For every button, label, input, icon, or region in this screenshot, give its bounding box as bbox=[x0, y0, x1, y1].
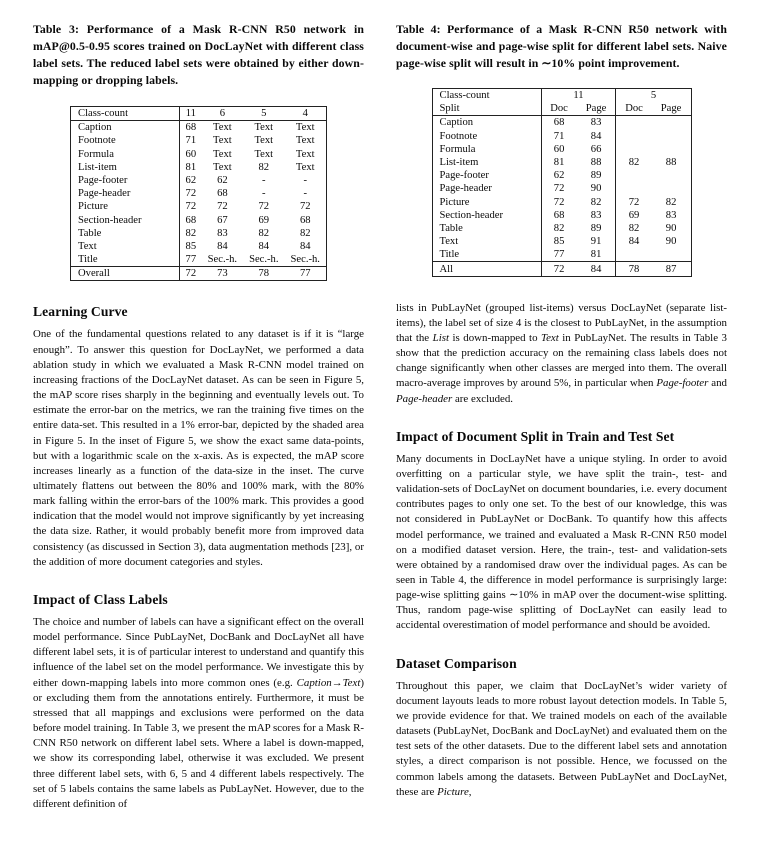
paragraph-dataset-comparison bbox=[396, 679, 727, 800]
text-run: Throughout this paper, we claim that DocLayNet’s wider variety of document layouts leads to more robust layout detection models. In Table 5, we provide evidence for that. We trained models on each of the available datasets (PubLayNet, DocBank and DocLayNet) and evaluated them on the test sets of the other datasets. Due to the different label sets and annotation styles, a direct comparison is not possible. Hence, we focussed on the common labels among the datasets. Between PubLayNet and DocLayNet, these are bbox=[396, 679, 727, 798]
table-row bbox=[432, 248, 691, 262]
text-run: → bbox=[331, 676, 343, 689]
left-column bbox=[33, 21, 364, 812]
table-cell: Text bbox=[254, 148, 274, 160]
table-cell: Text bbox=[295, 122, 315, 134]
table3-wrapper bbox=[33, 106, 364, 281]
table-cell: 90 bbox=[665, 236, 677, 248]
table-cell: 72 bbox=[541, 182, 577, 195]
table-header-cell: Split bbox=[439, 103, 460, 115]
text-run: and bbox=[708, 377, 727, 390]
table-row bbox=[432, 116, 691, 130]
table-header-cell: Doc bbox=[541, 102, 577, 116]
table-cell: 82 bbox=[180, 227, 202, 240]
table-row bbox=[71, 121, 327, 135]
text-run: One of the fundamental questions related to any dataset is if it is “large enough”. To answer this question for DocLayNet, we performed a data ablation study in which we evaluated a Mask R-CNN model trained on increasing fractions of the DocLayNet dataset. As can be seen in Figure 5, the mAP score rises sharply in the beginning and eventually levels out. To estimate the error-bar on the metrics, we ran the training five times on the entire data-set. This resulted in a 1% error-bar, depicted by the shaded area in Figure 5. In the inset of Figure 5, we show the exact same data-points, but with a logarithmic scale on the x-axis. As is expected, the mAP score increases linearly as a function of the data-size in the inset. The curve ultimately flattens out between the 80% and 100% mark, with the 80% mark falling within the error-bars of the 100% mark. This provides a good indication that the model would not improve significantly by yet increasing the data size. Rather, it would probably benefit more from improved data consistency (as discussed in Section 3), data augmentation methods [23], or the addition of more document categories and styles. bbox=[33, 328, 364, 568]
emphasized-text: Picture bbox=[437, 785, 469, 798]
table-cell bbox=[616, 248, 652, 262]
emphasized-text: Page-footer bbox=[656, 377, 709, 390]
table-row bbox=[71, 174, 327, 187]
table-cell: Text bbox=[295, 135, 315, 147]
table-row bbox=[432, 102, 691, 116]
table-header-cell: 11 bbox=[180, 107, 202, 121]
emphasized-text: Page-header bbox=[396, 392, 453, 405]
table-cell: 84 bbox=[217, 240, 228, 252]
table-cell: 72 bbox=[541, 196, 577, 209]
table-cell: - bbox=[303, 175, 308, 187]
table-cell: Text bbox=[213, 135, 232, 147]
two-column-layout bbox=[33, 21, 727, 812]
table-cell: Section-header bbox=[78, 214, 142, 226]
table-row bbox=[71, 200, 327, 213]
table-cell: 68 bbox=[299, 214, 311, 226]
emphasized-text: Text bbox=[342, 676, 361, 689]
paragraph-impact-of-class-labels bbox=[33, 615, 364, 812]
table-row bbox=[71, 161, 327, 174]
table-cell: 82 bbox=[665, 196, 677, 208]
table-row bbox=[71, 240, 327, 253]
table-cell: Page-header bbox=[439, 183, 492, 195]
table-cell: 71 bbox=[180, 134, 202, 147]
emphasized-text: Text bbox=[541, 331, 559, 344]
table-cell: 81 bbox=[541, 156, 577, 169]
table-header-cell: 4 bbox=[302, 108, 308, 120]
table-cell bbox=[652, 169, 691, 182]
table-row bbox=[71, 148, 327, 161]
table-cell bbox=[652, 116, 691, 130]
table-cell: 78 bbox=[258, 268, 270, 280]
table-cell: 88 bbox=[590, 157, 602, 169]
table-cell: Section-header bbox=[439, 209, 504, 221]
table-cell: 83 bbox=[665, 209, 677, 221]
table-header-cell: 6 bbox=[219, 108, 226, 120]
emphasized-text: List bbox=[432, 331, 449, 344]
table-cell: 81 bbox=[590, 249, 602, 261]
table-cell bbox=[652, 248, 691, 262]
section-heading-impact-of-class-labels: Impact of Class Labels bbox=[33, 591, 168, 607]
table3-footer bbox=[71, 267, 327, 281]
table-cell: 72 bbox=[180, 200, 202, 213]
table-cell: 62 bbox=[541, 169, 577, 182]
table-cell: Footnote bbox=[439, 130, 478, 142]
table-row bbox=[432, 169, 691, 182]
table-cell: 62 bbox=[180, 174, 202, 187]
text-run: , bbox=[468, 785, 472, 798]
table-cell: 83 bbox=[590, 117, 602, 129]
table3-header bbox=[71, 107, 327, 121]
table-cell: 85 bbox=[180, 240, 202, 253]
table-header-cell: Class-count bbox=[78, 108, 129, 120]
table-cell: Footnote bbox=[78, 135, 116, 147]
table-cell: Picture bbox=[78, 201, 109, 213]
table-cell: 84 bbox=[299, 240, 311, 252]
table-row bbox=[71, 134, 327, 147]
table-cell: 72 bbox=[299, 201, 311, 213]
table4-wrapper bbox=[396, 88, 727, 277]
table-cell: 85 bbox=[541, 235, 577, 248]
table-row bbox=[432, 262, 691, 276]
text-run: in PubLayNet. The results in Table 3 show that the prediction accuracy on the remaining class labels does not change significantly when other classes are merged into them. The overall macro-average improves by around 5%, in particular when bbox=[396, 331, 727, 390]
table-cell: 77 bbox=[299, 268, 311, 280]
table4-body bbox=[432, 116, 691, 262]
paragraph-document-split bbox=[396, 452, 727, 634]
table-cell: Title bbox=[78, 254, 98, 266]
table-cell: - bbox=[303, 188, 308, 200]
table-cell: 87 bbox=[665, 263, 677, 275]
table-row bbox=[432, 235, 691, 248]
table4-footer bbox=[432, 262, 691, 276]
table-cell: List-item bbox=[78, 161, 117, 173]
table-cell bbox=[616, 116, 652, 130]
table-header-cell: Page bbox=[660, 103, 682, 115]
section-heading-learning-curve: Learning Curve bbox=[33, 304, 128, 320]
table-cell: 69 bbox=[258, 214, 270, 226]
table-cell: 68 bbox=[541, 116, 577, 130]
table-cell: Formula bbox=[439, 143, 476, 155]
table-cell: 82 bbox=[541, 222, 577, 235]
text-run: lists in PubLayNet (grouped list-items) versus DocLayNet (separate list-items), the label set of size 4 is the closest to PubLayNet, in the assumption that the bbox=[396, 301, 727, 344]
table-cell: 82 bbox=[258, 227, 270, 239]
table-cell: 72 bbox=[258, 201, 270, 213]
table-row bbox=[71, 267, 327, 281]
text-run: Many documents in DocLayNet have a unique styling. In order to avoid overfitting on a particular style, we have split the train-, test- and validation-sets of DocLayNet on document boundaries, i.e. every document contributes pages to only one set. To the best of our knowledge, this was not considered in PubLayNet or DocBank. To quantify how this affects model performance, we trained and evaluated a Mask R-CNN R50 model on a modified dataset version. Here, the train-, test- and validation-sets were obtained by a randomised draw over the individual pages. As can be seen in Table 4, the difference in model performance is surprisingly large: page-wise splitting gains ∼10% in mAP over the document-wise splitting. Thus, random page-wise splitting of DocLayNet can easily lead to accidental overestimation of model performance and should be avoided. bbox=[396, 452, 727, 632]
table-cell: 90 bbox=[665, 222, 677, 234]
table-cell: 90 bbox=[590, 183, 602, 195]
table-cell: 89 bbox=[590, 222, 602, 234]
table-cell: 60 bbox=[180, 148, 202, 161]
table-cell bbox=[616, 130, 652, 143]
table-header-cell: 5 bbox=[261, 108, 267, 120]
table-cell: 89 bbox=[590, 170, 602, 182]
table-cell: 68 bbox=[541, 209, 577, 222]
table-cell: 81 bbox=[180, 161, 202, 174]
table-cell: 66 bbox=[590, 143, 602, 155]
table-cell: Overall bbox=[78, 268, 110, 280]
table-row bbox=[71, 214, 327, 227]
right-column bbox=[396, 21, 727, 812]
table-cell: 72 bbox=[180, 267, 202, 281]
table-row bbox=[432, 196, 691, 209]
table-cell: Text bbox=[213, 122, 232, 134]
table-cell: Text bbox=[295, 161, 315, 173]
table-cell: Title bbox=[439, 249, 460, 261]
table-row bbox=[432, 222, 691, 235]
table-cell: 83 bbox=[590, 209, 602, 221]
table-header-cell: 11 bbox=[541, 89, 616, 103]
table-cell bbox=[652, 130, 691, 143]
table-cell: Sec.-h. bbox=[207, 254, 238, 266]
table-cell: 84 bbox=[590, 263, 602, 275]
table-cell: Sec.-h. bbox=[290, 254, 320, 266]
table3 bbox=[70, 106, 327, 281]
table-row bbox=[432, 156, 691, 169]
table-cell: 78 bbox=[616, 262, 652, 276]
table-cell: Text bbox=[254, 122, 274, 134]
table-header-cell: Doc bbox=[616, 102, 652, 116]
table3-caption: Table 3: Performance of a Mask R-CNN R50 network in mAP@0.5-0.95 scores trained on DocLayNet with different class label sets. The reduced label sets were obtained by either down-mapping or dropping labels. bbox=[33, 22, 364, 87]
table-cell bbox=[652, 143, 691, 156]
table-row bbox=[432, 89, 691, 103]
table-cell: 84 bbox=[258, 240, 270, 252]
table-cell: Formula bbox=[78, 148, 114, 160]
table-cell: 68 bbox=[180, 121, 202, 135]
text-run: is down-mapped to bbox=[449, 331, 542, 344]
table-cell: Text bbox=[213, 161, 232, 173]
table-cell bbox=[616, 169, 652, 182]
table-cell: 69 bbox=[616, 209, 652, 222]
table-cell: Picture bbox=[439, 196, 470, 208]
table-cell: 82 bbox=[299, 227, 311, 239]
section-heading-dataset-comparison: Dataset Comparison bbox=[396, 655, 517, 671]
table-cell: 83 bbox=[217, 227, 228, 239]
table-cell: 77 bbox=[541, 248, 577, 262]
table-cell: 82 bbox=[590, 196, 602, 208]
table-cell: - bbox=[262, 175, 266, 187]
table-row bbox=[432, 130, 691, 143]
table-cell: 60 bbox=[541, 143, 577, 156]
paragraph-label-sets-continuation bbox=[396, 301, 727, 407]
table-cell: Text bbox=[295, 148, 315, 160]
table-cell: 72 bbox=[616, 196, 652, 209]
table-cell: 82 bbox=[258, 161, 270, 173]
table-cell: 72 bbox=[217, 201, 228, 213]
table-cell: Table bbox=[78, 227, 102, 239]
table-cell: 88 bbox=[665, 157, 677, 169]
table-cell: 84 bbox=[590, 130, 602, 142]
table-cell: 72 bbox=[541, 262, 577, 276]
table-cell: Text bbox=[254, 135, 274, 147]
table-cell: Text bbox=[213, 148, 232, 160]
table-cell: 77 bbox=[180, 253, 202, 267]
section-heading-document-split: Impact of Document Split in Train and Test Set bbox=[396, 428, 675, 444]
table-row bbox=[71, 107, 327, 121]
emphasized-text: Caption bbox=[296, 676, 332, 689]
table-row bbox=[71, 253, 327, 267]
table-cell: Page-footer bbox=[439, 170, 489, 182]
table-cell: Table bbox=[439, 222, 463, 234]
table-cell: Caption bbox=[78, 122, 112, 134]
table-cell: 91 bbox=[590, 236, 602, 248]
table-row bbox=[71, 187, 327, 200]
table-header-cell: 5 bbox=[616, 89, 691, 103]
table-cell: 82 bbox=[616, 156, 652, 169]
table4 bbox=[432, 88, 692, 277]
table-cell: Page-footer bbox=[78, 175, 128, 187]
text-run: ) or excluding them from the annotations entirely. Furthermore, it must be stressed that all mappings and exclusions were performed on the data before model training. In Table 3, we present the mAP scores for a Mask R-CNN R50 network on different label sets. Where a label is down-mapped, we show its corresponding label, otherwise it was excluded. We present three different label sets, with 6, 5 and 4 different labels respectively. The set of 5 labels contains the same labels as PubLayNet. However, due to the different definition of bbox=[33, 676, 364, 810]
table-row bbox=[432, 209, 691, 222]
table-cell: 68 bbox=[217, 188, 228, 200]
table-cell: - bbox=[262, 188, 266, 200]
table-row bbox=[432, 182, 691, 195]
table-cell bbox=[652, 182, 691, 195]
table-cell: 62 bbox=[217, 175, 228, 187]
table-row bbox=[71, 227, 327, 240]
table-header-cell: Page bbox=[585, 103, 607, 115]
table4-caption: Table 4: Performance of a Mask R-CNN R50 network with document-wise and page-wise split for different label sets. Naive page-wise split will result in ∼10% point improvement. bbox=[396, 22, 727, 70]
table-cell: 71 bbox=[541, 130, 577, 143]
table-cell: Page-header bbox=[78, 188, 131, 200]
table-cell bbox=[616, 182, 652, 195]
text-run: The choice and number of labels can have a significant effect on the overall model performance. Since PubLayNet, DocBank and DocLayNet all have different label sets, it is of particular interest to understand and quantify this influence of the label set on the model performance. We investigate this by either down-mapping labels into more common ones (e.g. bbox=[33, 615, 364, 689]
table-cell: 68 bbox=[180, 214, 202, 227]
table-row bbox=[432, 143, 691, 156]
table4-header bbox=[432, 89, 691, 116]
table-cell: 73 bbox=[217, 268, 228, 280]
table-cell: Sec.-h. bbox=[249, 254, 279, 266]
paragraph-learning-curve bbox=[33, 327, 364, 570]
table-cell: Text bbox=[439, 236, 459, 248]
table3-body bbox=[71, 121, 327, 267]
table-cell: 67 bbox=[217, 214, 228, 226]
text-run: are excluded. bbox=[452, 392, 514, 405]
table-cell: 82 bbox=[616, 222, 652, 235]
table-header-cell: Class-count bbox=[439, 90, 490, 102]
table-cell: 72 bbox=[180, 187, 202, 200]
table-cell: All bbox=[439, 263, 454, 275]
table-cell: Caption bbox=[439, 117, 474, 129]
table-cell: List-item bbox=[439, 157, 479, 169]
table-cell: Text bbox=[78, 240, 97, 252]
table-cell: 84 bbox=[616, 235, 652, 248]
table-cell bbox=[616, 143, 652, 156]
